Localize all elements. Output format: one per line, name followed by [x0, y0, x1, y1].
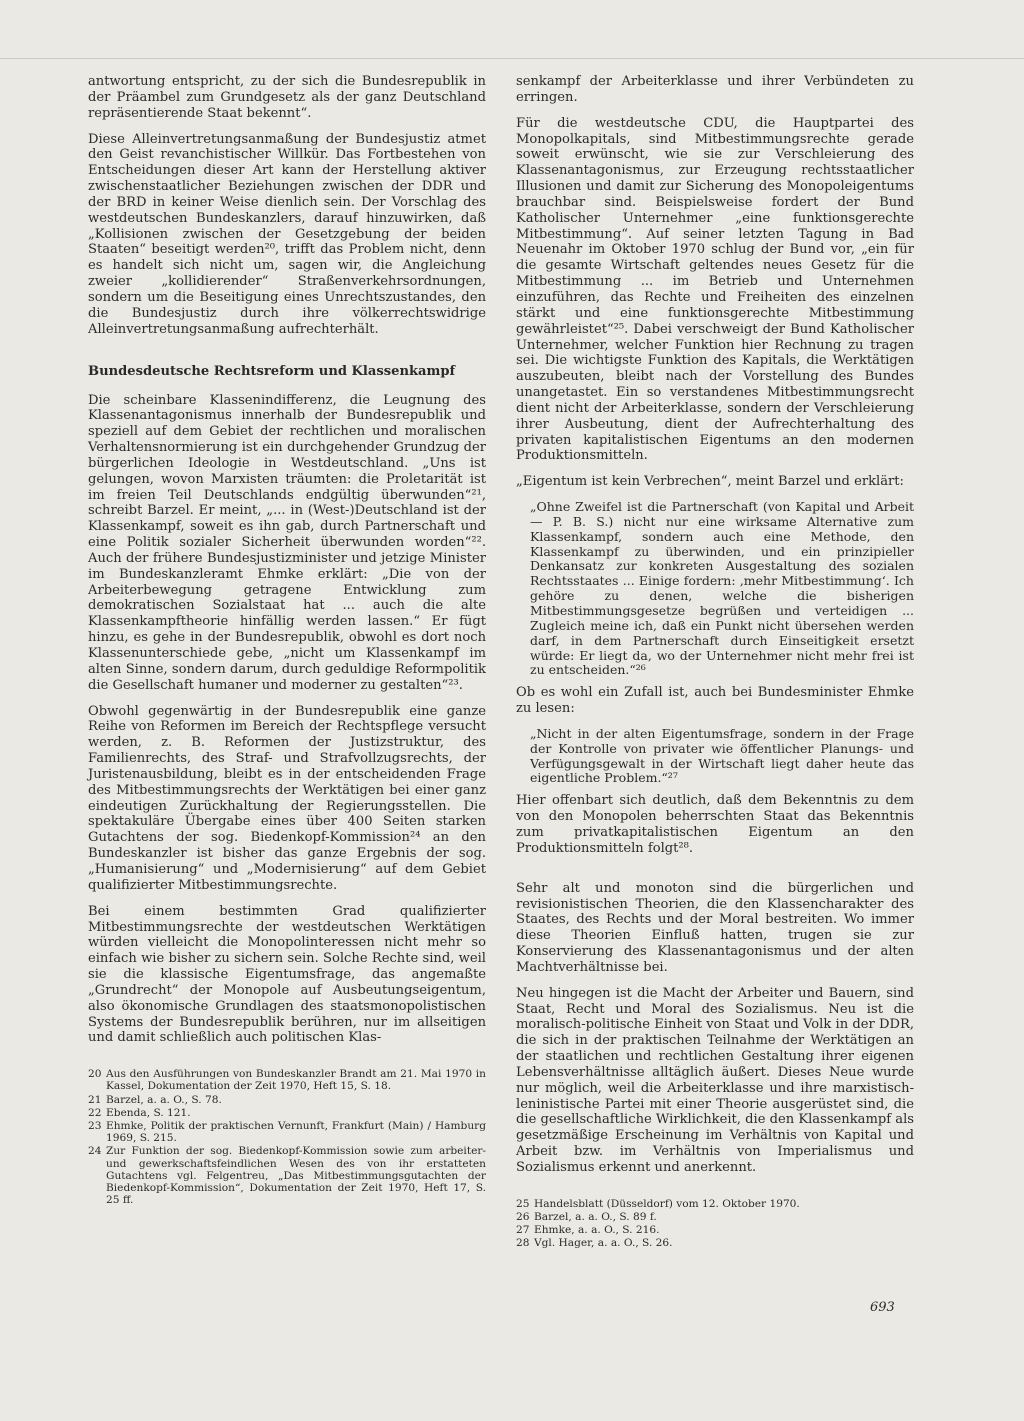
right-paragraph-5: Hier offenbart sich deutlich, daß dem Bekenntnis zu dem von den Monopolen beherrschten Staat das Bekenntnis zum privatkapitalistischen Eigentum an den Produktionsmitteln folgt²⁸.: [516, 793, 914, 856]
footnote: 27 Ehmke, a. a. O., S. 216.: [516, 1224, 660, 1237]
right-paragraph-2: Für die westdeutsche CDU, die Hauptpartei des Monopolkapitals, sind Mitbestimmungsrechte gerade soweit erwünscht, wie sie zur Verschleierung des Klassenantagonismus, zur Erzeugung rechtsstaatlicher Illusionen und damit zur Sicherung des Monopoleigentums brauchbar sind. Beispielsweise fordert der Bund Katholischer Unternehmer „eine funktionsgerechte Mitbestimmung“. Auf seiner letzten Tagung in Bad Neuenahr im Oktober 1970 schlug der Bund vor, „ein für die gesamte Wirtschaft geltendes neues Gesetz für die Mitbestimmung ... im Betrieb und Unternehmen einzuführen, das Rechte und Freiheiten des einzelnen stärkt und eine funktionsgerechte Mitbestimmung gewährleistet“²⁵. Dabei verschweigt der Bund Katholischer Unternehmer, welcher Funktion hier Rechnung zu tragen sei. Die wichtigste Funktion des Kapitals, die Werktätigen auszubeuten, bleibt nach der Vorstellung des Bundes unangetastet. Ein so verstandenes Mitbestimmungsrecht dient nicht der Arbeiterklasse, sondern der Verschleierung ihrer Ausbeutung, dient der Aufrechterhaltung des privaten kapitalistischen Eigentums an den modernen Produktionsmitteln.: [516, 115, 914, 464]
footnote: 25 Handelsblatt (Düsseldorf) vom 12. Oktober 1970.: [516, 1197, 800, 1210]
footnote: 23 Ehmke, Politik der praktischen Vernunft, Frankfurt (Main) / Hamburg 1969, S. 215.: [88, 1120, 486, 1145]
block-quote-barzel: „Ohne Zweifel ist die Partnerschaft (von Kapital und Arbeit — P. B. S.) nicht nur eine wirksame Alternative zum Klassenkampf, sondern auch eine Methode, den Klassenkampf zu überwinden, und ein prinzipieller Denkansatz zur konkreten Ausgestaltung des sozialen Rechtsstaates ... Einige fordern: ‚mehr Mitbestimmung‘. Ich gehöre zu denen, welche die bisherigen Mitbestimmungsgesetze begrüßen und verteidigen ... Zugleich meine ich, daß ein Punkt nicht übersehen werden darf, in dem Partnerschaft durch Einseitigkeit ersetzt würde: Er liegt da, wo der Unternehmer nicht mehr frei ist zu entscheiden.“²⁶: [530, 499, 914, 678]
right-paragraph-7: Neu hingegen ist die Macht der Arbeiter und Bauern, sind Staat, Recht und Moral des Sozialismus. Neu ist die moralisch-politische Einheit von Staat und Volk in der DDR, die sich in der praktischen Teilnahme der Werktätigen an der staatlichen und rechtlichen Gestaltung ihrer eigenen Lebensverhältnisse alltäglich äußert. Dieses Neue wurde nur möglich, weil die Arbeiterklasse und ihre marxistisch-leninistische Partei mit einer Theorie ausgerüstet sind, die die gesellschaftliche Wirklichkeit, die den Klassenkampf als gesetzmäßige Erscheinung im Verhältnis von Kapital und Arbeit bzw. im Verhältnis von Imperialismus und Sozialismus erkennt und anerkennt.: [516, 985, 914, 1175]
footnote: 28 Vgl. Hager, a. a. O., S. 26.: [516, 1237, 673, 1250]
right-column: [516, 74, 914, 1251]
left-paragraph-3: Die scheinbare Klassenindifferenz, die Leugnung des Klassenantagonismus innerhalb der Bundesrepublik und speziell auf dem Gebiet der rechtlichen und moralischen Verhaltensnormierung ist ein durchgehender Grundzug der bürgerlichen Ideologie in Westdeutschland. „Uns ist gelungen, wovon Marxisten träumten: die Proletarität ist im freien Teil Deutschlands endgültig überwunden“²¹, schreibt Barzel. Er meint, „... in (West-)Deutschland ist der Klassenkampf, soweit es ihn gab, durch Partnerschaft und eine Politik sozialer Sicherheit überwunden worden“²². Auch der frühere Bundesjustizminister und jetzige Minister im Bundeskanzleramt Ehmke erklärt: „Die von der Arbeiterbewegung getragene Entwicklung zum demokratischen Sozialstaat hat ... auch die alte Klassenkampftheorie hinfällig werden lassen.“ Er fügt hinzu, es gehe in der Bundesrepublik, obwohl es dort noch Klassenunterschiede gebe, „nicht um Klassenkampf im alten Sinne, sondern darum, durch geduldige Reformpolitik die Gesellschaft humaner und moderner zu gestalten“²³.: [88, 392, 486, 693]
right-paragraph-4: Ob es wohl ein Zufall ist, auch bei Bundesminister Ehmke zu lesen:: [516, 685, 914, 717]
footnote: 26 Barzel, a. a. O., S. 89 f.: [516, 1211, 657, 1224]
block-quote-ehmke: „Nicht in der alten Eigentumsfrage, sondern in der Frage der Kontrolle von privater wie öffentlicher Planungs- und Verfügungsgewalt in der Wirtschaft liegt daher heute das eigentliche Problem.“²⁷: [530, 725, 914, 786]
left-paragraph-4: Obwohl gegenwärtig in der Bundesrepublik eine ganze Reihe von Reformen im Bereich der Rechtspflege versucht werden, z. B. Reformen der Justizstruktur, des Familienrechts, des Straf- und Strafvollzugsrechts, der Juristenausbildung, bleibt es in der entscheidenden Frage des Mitbestimmungsrechts der Werktätigen bei einer ganz eindeutigen Zurückhaltung der Regierungsstellen. Die spektakuläre Übergabe eines über 400 Seiten starken Gutachtens der sog. Biedenkopf-Kommission²⁴ an den Bundeskanzler ist bisher das ganze Ergebnis der sog. „Humanisierung“ und „Modernisierung“ auf dem Gebiet qualifizierter Mitbestimmungsrechte.: [88, 703, 486, 893]
right-paragraph-3: „Eigentum ist kein Verbrechen“, meint Barzel und erklärt:: [516, 474, 904, 490]
left-column: [88, 74, 486, 1207]
right-paragraph-6: Sehr alt und monoton sind die bürgerlichen und revisionistischen Theorien, die den Klassencharakter des Staates, des Rechts und der Moral bestreiten. Wo immer diese Theorien Einfluß hatten, trugen sie zur Konservierung des Klassenantagonismus und der alten Machtverhältnisse bei.: [516, 880, 914, 975]
page-number: 693: [870, 1300, 895, 1315]
scan-edge-line: [0, 58, 1024, 59]
right-footnotes: [516, 1198, 914, 1250]
footnote: 21 Barzel, a. a. O., S. 78.: [88, 1093, 222, 1106]
footnote: 20 Aus den Ausführungen von Bundeskanzler Brandt am 21. Mai 1970 in Kassel, Dokumentation der Zeit 1970, Heft 15, S. 18.: [88, 1068, 486, 1093]
left-paragraph-5: Bei einem bestimmten Grad qualifizierter Mitbestimmungsrechte der westdeutschen Werktätigen würden vielleicht die Monopolinteressen nicht mehr so einfach wie bisher zu sichern sein. Solche Rechte sind, weil sie die klassische Eigentumsfrage, das angemaßte „Grundrecht“ der Monopole auf Ausbeutungseigentum, also ökonomische Grundlagen des staatsmonopolistischen Systems der Bundesrepublik berühren, nur im allseitigen und damit schließlich auch politischen Klas-: [88, 903, 486, 1046]
left-footnotes: [88, 1068, 486, 1206]
left-paragraph-1: antwortung entspricht, zu der sich die Bundesrepublik in der Präambel zum Grundgesetz als der ganz Deutschland repräsentierende Staat bekennt“.: [88, 74, 486, 121]
left-paragraph-2: Diese Alleinvertretungsanmaßung der Bundesjustiz atmet den Geist revanchistischer Willkür. Das Fortbestehen von Entscheidungen dieser Art kann der Herstellung aktiver zwischenstaatlicher Beziehungen zwischen der DDR und der BRD in keiner Weise dienlich sein. Der Vorschlag des westdeutschen Bundeskanzlers, darauf hinzuwirken, daß „Kollisionen zwischen der Gesetzgebung der beiden Staaten“ beseitigt werden²⁰, trifft das Problem nicht, denn es handelt sich nicht um, sagen wir, die Angleichung zweier „kollidierender“ Straßenverkehrsordnungen, sondern um die Beseitigung eines Unrechtszustandes, den die Bundesjustiz durch ihre völkerrechtswidrige Alleinvertretungsanmaßung aufrechterhält.: [88, 131, 486, 337]
section-heading: Bundesdeutsche Rechtsreform und Klassenkampf: [88, 363, 456, 379]
right-paragraph-1: senkampf der Arbeiterklasse und ihrer Verbündeten zu erringen.: [516, 74, 914, 105]
footnote: 24 Zur Funktion der sog. Biedenkopf-Kommission sowie zum arbeiter- und gewerkschaftsfeindlichen Wesen des von ihr erstatteten Gutachtens vgl. Felgentreu, „Das Mitbestimmungsgutachten der Biedenkopf-Kommission“, Dokumentation der Zeit 1970, Heft 17, S. 25 ff.: [88, 1145, 486, 1207]
footnote: 22 Ebenda, S. 121.: [88, 1106, 191, 1119]
